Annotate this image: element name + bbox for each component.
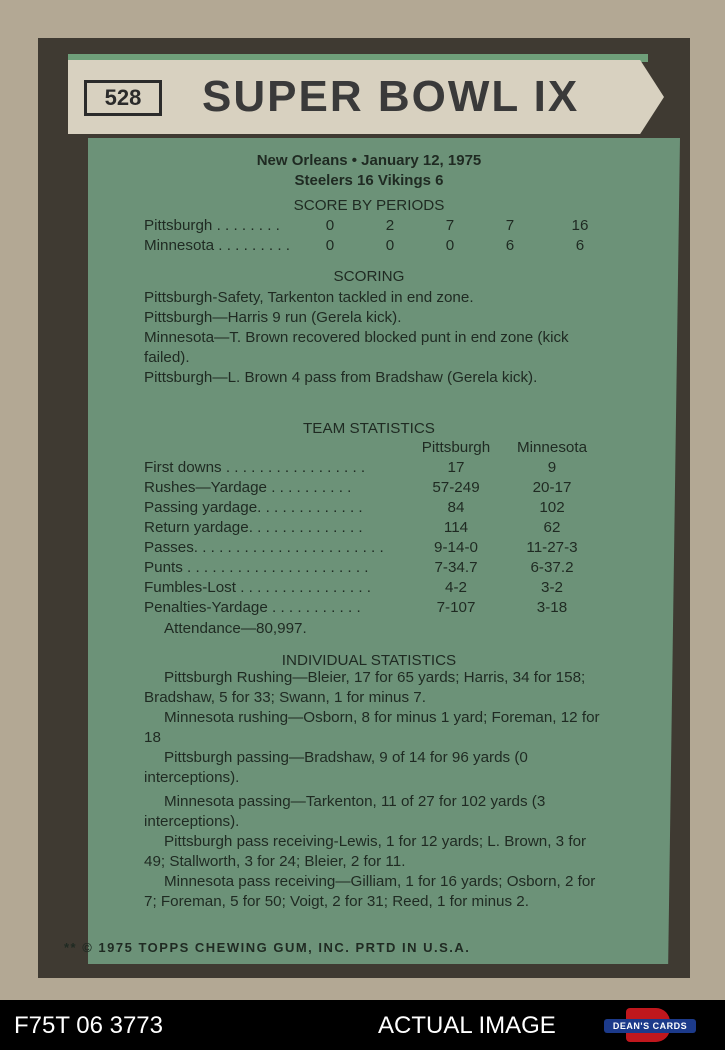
team-stats-minnesota: 11-27-3 (526, 539, 578, 556)
team-stats-label: Fumbles-Lost . . . . . . . . . . . . . . . . (144, 579, 372, 596)
team-stats-pittsburgh: 7-107 (436, 599, 476, 616)
team-stats-minnesota: 9 (547, 459, 557, 476)
score-team: Pittsburgh . . . . . . . . (144, 217, 280, 234)
score-total: 6 (575, 237, 585, 254)
score-q4: 7 (505, 217, 515, 234)
team-stats-pittsburgh: 84 (447, 499, 465, 516)
individual-paragraph: Minnesota rushing—Osborn, 8 for minus 1 yard; Foreman, 12 for 18 (144, 709, 600, 746)
scoring-item: Pittsburgh-Safety, Tarkenton tackled in end zone. (144, 289, 474, 306)
copyright-line: ** © 1975 TOPPS CHEWING GUM, INC. PRTD IN U.S.A. (64, 940, 471, 955)
team-stats-minnesota: 3-18 (536, 599, 568, 616)
team-stats-label: Passes. . . . . . . . . . . . . . . . . . . . . . . (144, 539, 384, 556)
team-stats-minnesota: 102 (539, 499, 565, 516)
card-number: 528 (84, 80, 162, 116)
logo-text: DEAN'S CARDS (604, 1019, 696, 1033)
score-q1: 0 (325, 217, 335, 234)
final-score: Steelers 16 Vikings 6 (294, 172, 444, 189)
actual-image-label: ACTUAL IMAGE (378, 1012, 556, 1039)
score-q3: 0 (445, 237, 455, 254)
score-total: 16 (571, 217, 589, 234)
team-stats-pittsburgh: 4-2 (445, 579, 467, 596)
team-stats-pittsburgh: 57-249 (432, 479, 480, 496)
team-stats-label: First downs . . . . . . . . . . . . . . . . . (144, 459, 366, 476)
attendance: Attendance—80,997. (164, 620, 307, 637)
team-stats-minnesota: 6-37.2 (530, 559, 574, 576)
column-pittsburgh: Pittsburgh (421, 439, 491, 456)
individual-paragraph: Pittsburgh passing—Bradshaw, 9 of 14 for 96 yards (0 interceptions). (144, 749, 528, 786)
team-stats-label: Passing yardage. . . . . . . . . . . . . (144, 499, 363, 516)
individual-paragraph: Pittsburgh pass receiving-Lewis, 1 for 12 yards; L. Brown, 3 for 49; Stallworth, 3 for 24; Bleier, 2 for 11. (144, 833, 587, 870)
individual-paragraph: Minnesota pass receiving—Gilliam, 1 for 16 yards; Osborn, 2 for 7; Foreman, 5 for 50; Voigt, 2 for 31; Reed, 1 for minus 2. (144, 873, 596, 910)
location-date: New Orleans • January 12, 1975 (256, 152, 482, 169)
scoring-item: Pittsburgh—L. Brown 4 pass from Bradshaw (Gerela kick). (144, 369, 538, 386)
team-stats-minnesota: 3-2 (541, 579, 563, 596)
team-stats-minnesota: 20-17 (532, 479, 572, 496)
individual-paragraph: Pittsburgh Rushing—Bleier, 17 for 65 yards; Harris, 34 for 158; Bradshaw, 5 for 33; Swann, 1 for minus 7. (144, 669, 586, 706)
score-q2: 2 (385, 217, 395, 234)
team-stats-pittsburgh: 7-34.7 (434, 559, 478, 576)
team-stats-label: Punts . . . . . . . . . . . . . . . . . . . . . . (144, 559, 369, 576)
score-by-periods-heading: SCORE BY PERIODS (293, 197, 445, 214)
team-stats-pittsburgh: 17 (447, 459, 465, 476)
deans-cards-logo (604, 1008, 696, 1042)
score-q3: 7 (445, 217, 455, 234)
scoring-item: Minnesota—T. Brown recovered blocked punt in end zone (kick failed). (144, 329, 569, 366)
score-team: Minnesota . . . . . . . . . (144, 237, 291, 254)
score-q1: 0 (325, 237, 335, 254)
team-stats-label: Rushes—Yardage . . . . . . . . . . (144, 479, 352, 496)
team-stats-label: Penalties-Yardage . . . . . . . . . . . (144, 599, 361, 616)
team-statistics-heading: TEAM STATISTICS (303, 420, 435, 437)
scoring-item: Pittsburgh—Harris 9 run (Gerela kick). (144, 309, 402, 326)
individual-statistics-heading: INDIVIDUAL STATISTICS (281, 652, 457, 669)
card-title: SUPER BOWL IX (202, 72, 580, 121)
team-stats-pittsburgh: 9-14-0 (434, 539, 478, 556)
inventory-code: F75T 06 3773 (14, 1012, 164, 1039)
team-stats-minnesota: 62 (543, 519, 561, 536)
score-q4: 6 (505, 237, 515, 254)
score-q2: 0 (385, 237, 395, 254)
team-stats-label: Return yardage. . . . . . . . . . . . . . (144, 519, 363, 536)
team-stats-pittsburgh: 114 (443, 519, 469, 536)
scoring-heading: SCORING (333, 268, 405, 285)
individual-paragraph: Minnesota passing—Tarkenton, 11 of 27 for 102 yards (3 interceptions). (144, 793, 546, 830)
column-minnesota: Minnesota (516, 439, 588, 456)
